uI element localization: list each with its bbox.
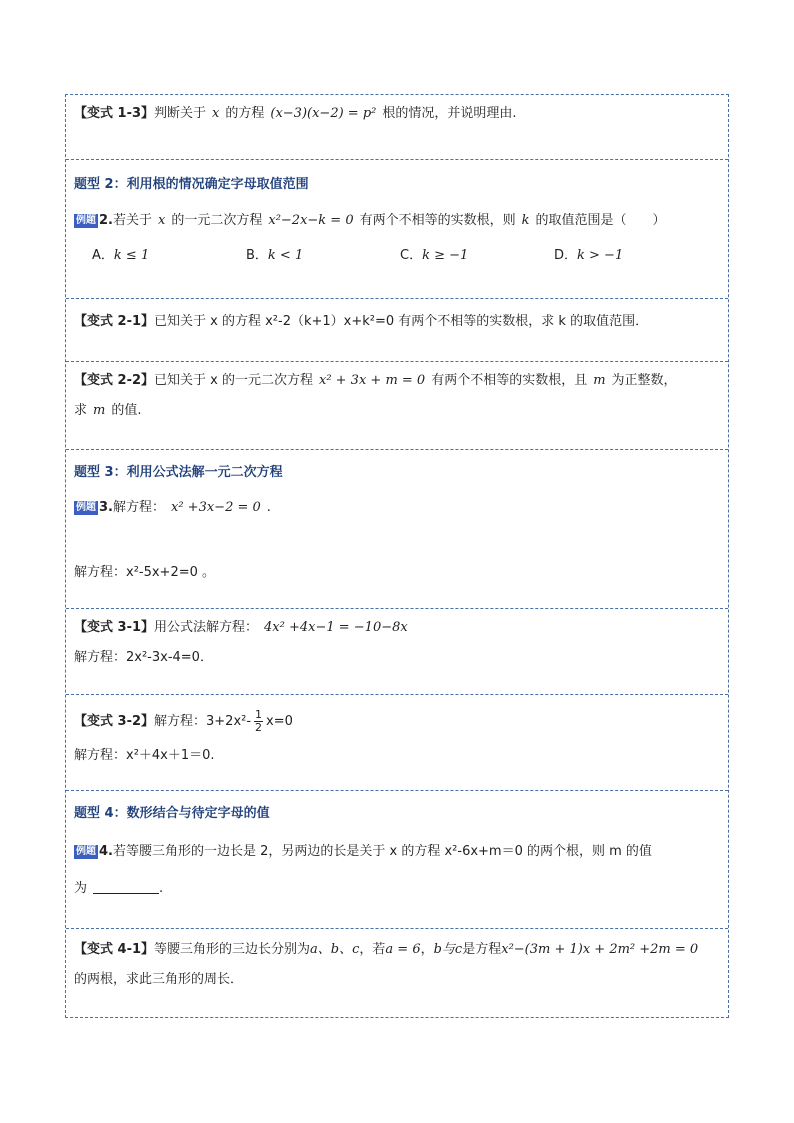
variant-4-1-line-1: 【变式 4-1】等腰三角形的三边长分别为a、b、c，若a = 6，b与c是方程x²−(3m + 1)x + 2m² +2m = 0 bbox=[74, 942, 699, 957]
equation: x²−(3m + 1)x + 2m² +2m = 0 bbox=[501, 942, 699, 957]
question-type-2 bbox=[66, 160, 728, 299]
variant-4-1 bbox=[66, 929, 728, 1017]
option-a[interactable]: A．k ≤ 1 bbox=[92, 248, 150, 263]
variant-3-1 bbox=[66, 609, 728, 695]
variant-tag: 【变式 3-2】 bbox=[74, 714, 155, 729]
variant-tag: 【变式 3-1】 bbox=[74, 620, 155, 635]
variant-3-2-line-2: 解方程：x²＋4x＋1＝0. bbox=[74, 748, 215, 763]
example-badge: 例题 bbox=[76, 215, 96, 226]
variant-tag: 【变式 2-1】 bbox=[74, 314, 155, 329]
example-3-line-2: 解方程：x²-5x+2=0 。 bbox=[74, 565, 216, 580]
variant-2-2-line-1: 【变式 2-2】已知关于 x 的一元二次方程 x² + 3x + m = 0 有两个不相等的实数根，且 m 为正整数， bbox=[74, 373, 677, 388]
example-badge: 例题 bbox=[76, 846, 96, 857]
equation: x² +3x−2 = 0 bbox=[171, 500, 261, 515]
fraction: $\frac{1}{2}$ bbox=[255, 708, 263, 734]
example-4-line-2: 为 . bbox=[74, 881, 164, 896]
example-3-line: 例题 3.解方程： x² +3x−2 = 0 . bbox=[76, 500, 271, 515]
example-badge: 例题 bbox=[76, 502, 96, 513]
variant-2-2 bbox=[66, 362, 728, 450]
variant-tag: 【变式 4-1】 bbox=[74, 942, 155, 957]
equation: 4x² +4x−1 = −10−8x bbox=[264, 620, 408, 635]
variant-3-1-line-1: 【变式 3-1】用公式法解方程： 4x² +4x−1 = −10−8x bbox=[74, 620, 408, 635]
variant-3-2 bbox=[66, 695, 728, 791]
worksheet-frame bbox=[65, 94, 729, 1018]
variant-tag: 【变式 1-3】 bbox=[74, 106, 155, 121]
section-heading: 题型 4：数形结合与待定字母的值 bbox=[74, 806, 270, 821]
variant-2-1 bbox=[66, 299, 728, 362]
section-heading: 题型 2：利用根的情况确定字母取值范围 bbox=[74, 177, 309, 192]
equation: x² + 3x + m = 0 bbox=[318, 373, 426, 388]
variant-4-1-line-2: 的两根，求此三角形的周长． bbox=[74, 972, 244, 987]
option-d[interactable]: D．k > −1 bbox=[554, 248, 624, 263]
variant-2-1-line: 【变式 2-1】已知关于 x 的方程 x²-2（k+1）x+k²=0 有两个不相等的实数根，求 k 的取值范围． bbox=[74, 314, 649, 329]
answer-blank[interactable] bbox=[93, 893, 159, 894]
option-c[interactable]: C．k ≥ −1 bbox=[400, 248, 469, 263]
variant-1-3-line: 【变式 1-3】判断关于 x 的方程 (x−3)(x−2) = p² 根的情况，并说明理由. bbox=[74, 106, 517, 121]
section-heading: 题型 3：利用公式法解一元二次方程 bbox=[74, 465, 283, 480]
example-4-line: 例题 4.若等腰三角形的一边长是 2，另两边的长是关于 x 的方程 x²-6x+m＝0 的两个根，则 m 的值 bbox=[76, 844, 652, 859]
variant-3-1-line-2: 解方程：2x²-3x-4=0． bbox=[74, 650, 213, 665]
variant-3-2-line-1: 【变式 3-2】解方程：3+2x²- $\frac{1}{2}$ x=0 bbox=[74, 708, 293, 734]
question-type-4 bbox=[66, 791, 728, 929]
example-2-line: 例题 2.若关于 x 的一元二次方程 x²−2x−k = 0 有两个不相等的实数根，则 k 的取值范围是（ ） bbox=[76, 213, 666, 228]
option-b[interactable]: B．k < 1 bbox=[246, 248, 304, 263]
equation: x²−2x−k = 0 bbox=[268, 213, 354, 228]
variant-2-2-line-2: 求 m 的值. bbox=[74, 403, 142, 418]
question-type-3 bbox=[66, 450, 728, 609]
equation: (x−3)(x−2) = p² bbox=[270, 106, 377, 121]
variant-tag: 【变式 2-2】 bbox=[74, 373, 155, 388]
variant-1-3 bbox=[66, 95, 728, 160]
